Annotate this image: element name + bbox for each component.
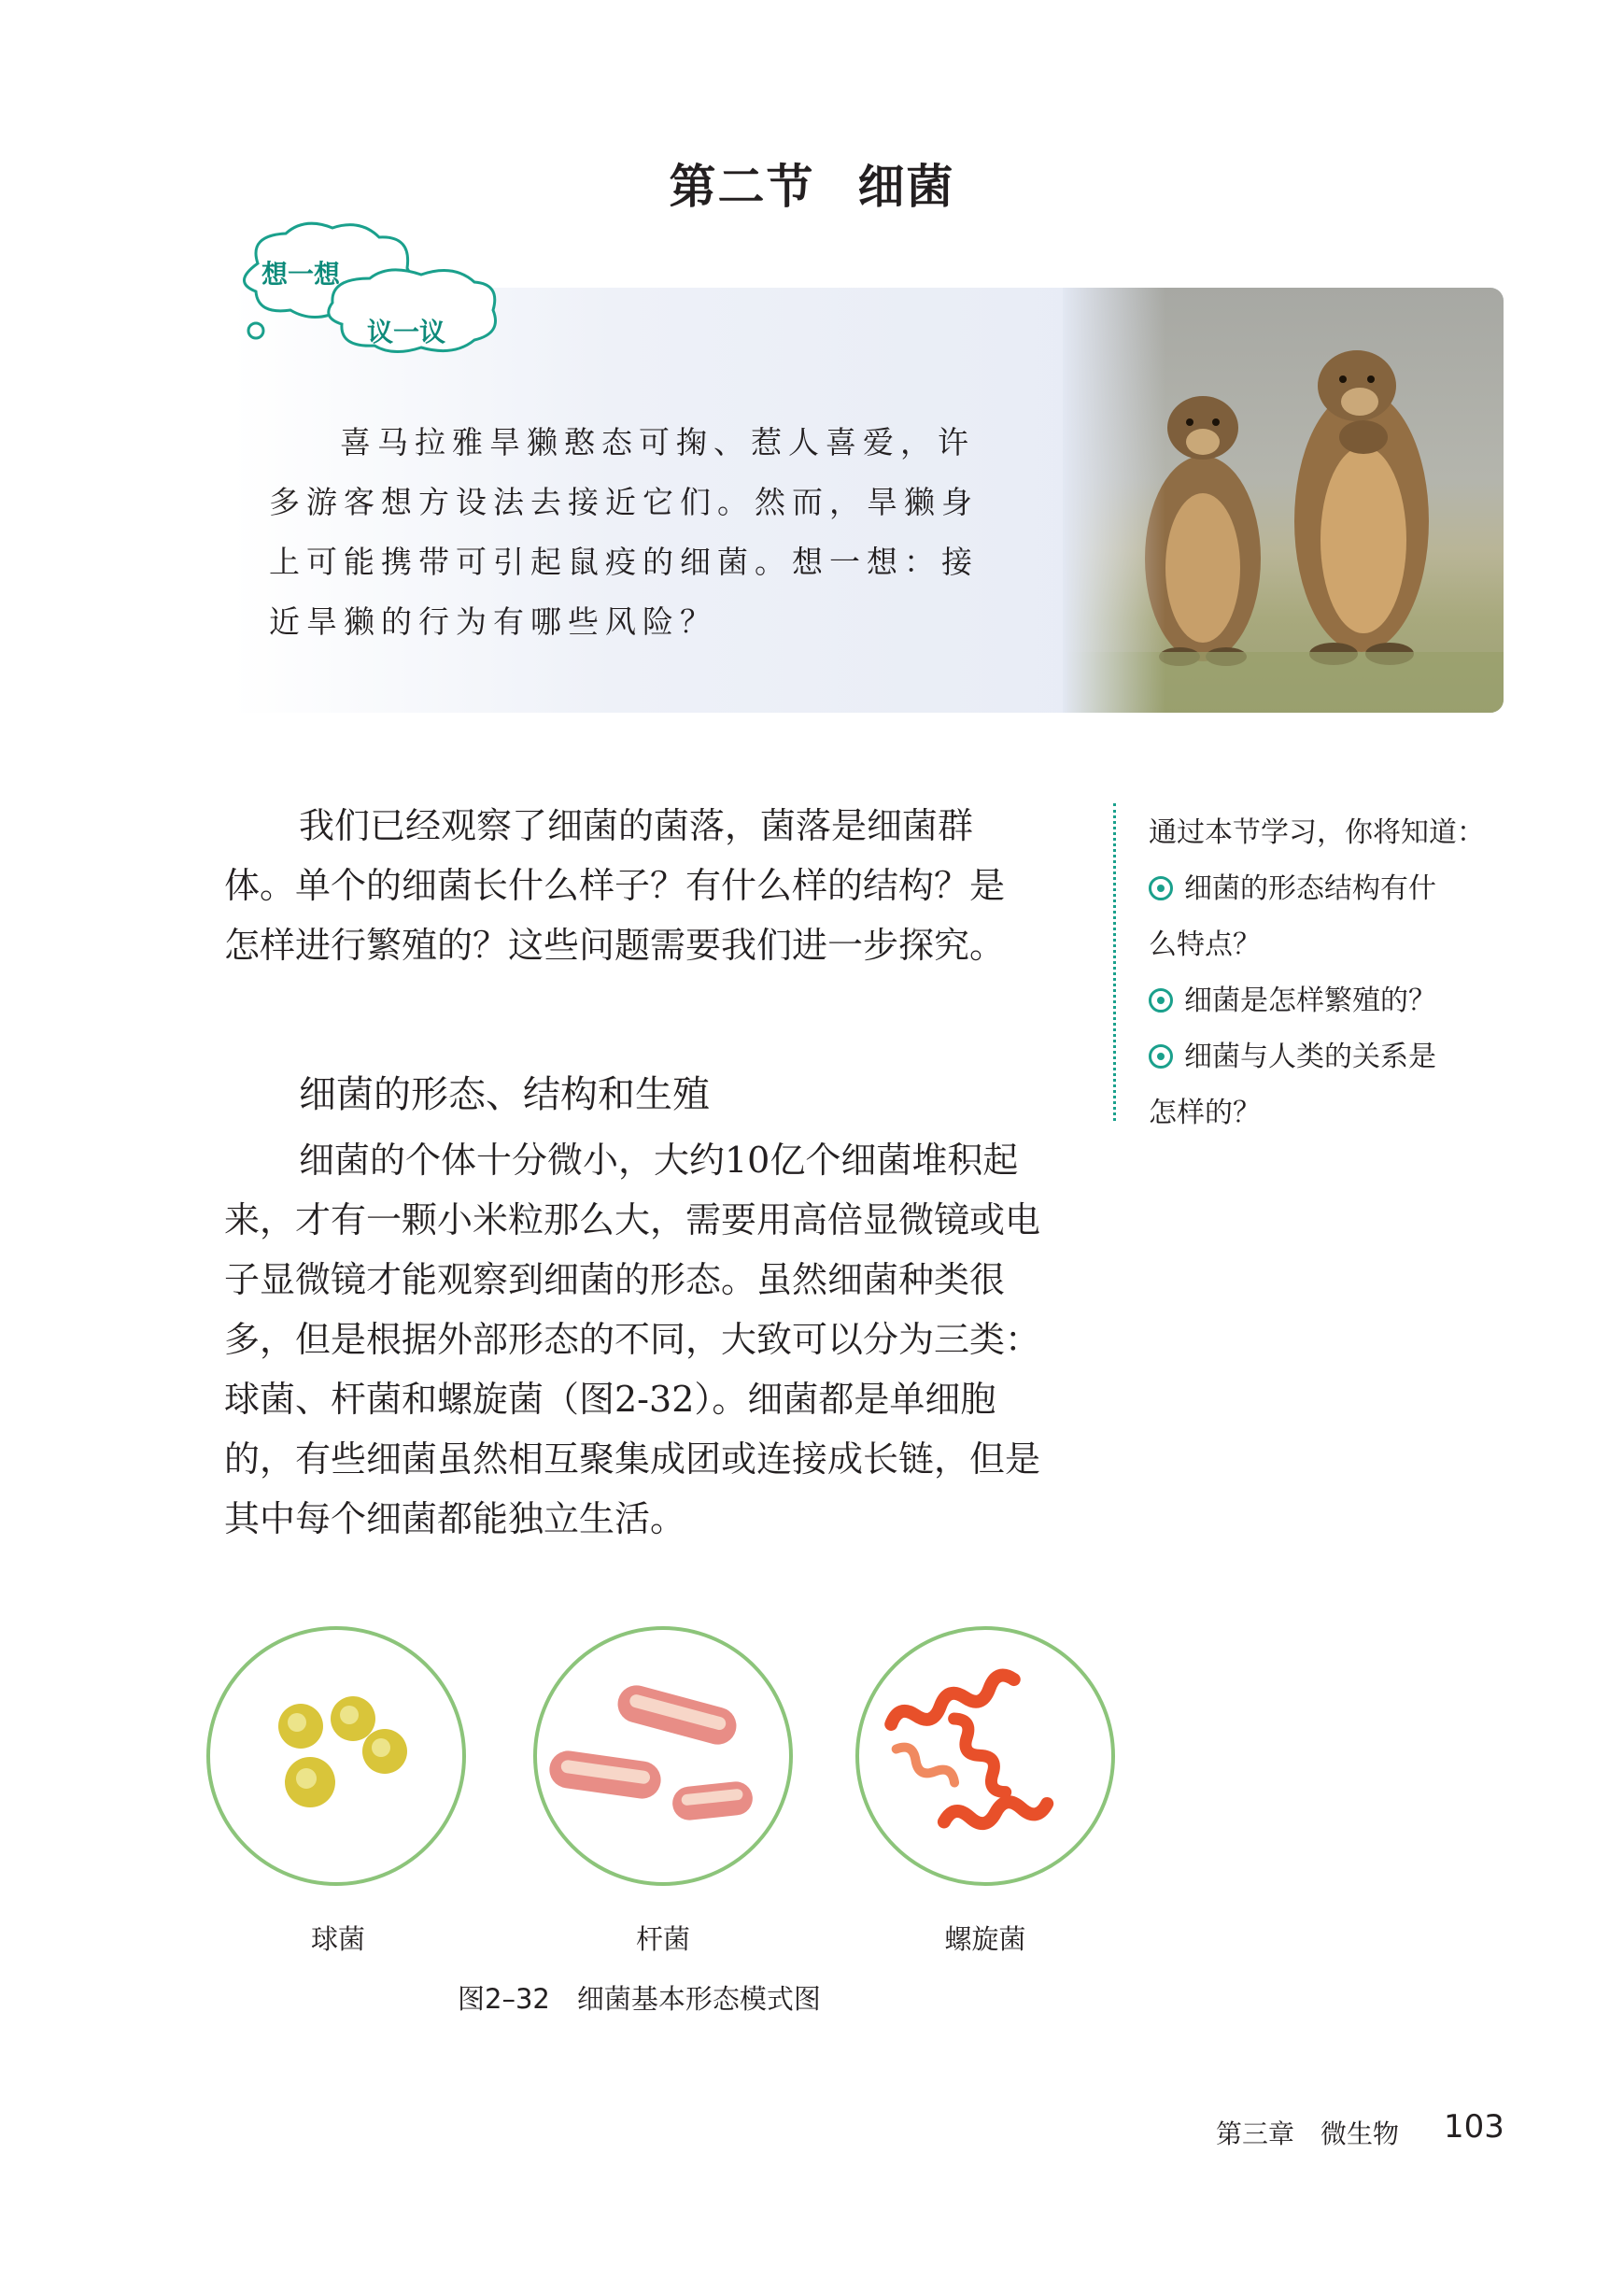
think-discuss-clouds: [220, 217, 510, 380]
coccus-illustration: [208, 1628, 464, 1884]
label-bacillus: 杆菌: [635, 1923, 690, 1955]
think-line: 上可能携带可引起鼠疫的细菌。想一想：接: [269, 544, 979, 580]
para-line: 子显微镜才能观察到细菌的形态。虽然细菌种类很: [224, 1259, 1006, 1300]
discuss-label: 议一议: [367, 317, 446, 347]
subheading: 细菌的形态、结构和生殖: [299, 1073, 710, 1116]
goal-item: 细菌与人类的关系是: [1149, 1029, 1513, 1085]
photo-fade: [1063, 288, 1165, 713]
think-line: 近旱獭的行为有哪些风险？: [269, 603, 717, 640]
intro-line: 我们已经观察了细菌的菌落，菌落是细菌群: [299, 805, 974, 846]
para-line: 的，有些细菌虽然相互聚集成团或连接成长链，但是: [224, 1438, 1041, 1480]
think-line: 多游客想方设法去接近它们。然而，旱獭身: [269, 484, 979, 520]
para-line: 来，才有一颗小米粒那么大，需要用高倍显微镜或电: [224, 1199, 1041, 1240]
para-line: 多，但是根据外部形态的不同，大致可以分为三类：: [224, 1319, 1041, 1360]
bacteria-figure: [205, 1625, 1121, 1905]
spirillum-illustration: [857, 1628, 1113, 1884]
intro-line: 体。单个的细菌长什么样子？有什么样的结构？是: [224, 865, 1006, 906]
intro-line: 怎样进行繁殖的？这些问题需要我们进一步探究。: [224, 925, 1006, 966]
footer-chapter: 第三章 微生物: [1216, 2118, 1400, 2149]
sidebar-divider: [1113, 803, 1116, 1121]
para-line: 细菌的个体十分微小，大约10亿个细菌堆积起: [299, 1140, 1019, 1181]
think-line: 喜马拉雅旱獭憨态可掬、惹人喜爱，许: [340, 424, 975, 460]
para-line: 球菌、杆菌和螺旋菌（图2-32）。细菌都是单细胞: [224, 1379, 996, 1420]
goal-item-cont: 么特点？: [1149, 928, 1261, 961]
marmot-photo: [1063, 288, 1504, 713]
page-number: 103: [1444, 2108, 1504, 2146]
think-text: [269, 413, 1016, 652]
learning-goals: [1149, 805, 1513, 1141]
intro-paragraph: [224, 796, 1093, 975]
label-coccus: 球菌: [310, 1923, 365, 1955]
bullet-icon: [1149, 988, 1173, 1013]
section-title: [0, 149, 1624, 217]
section-name: 细菌: [857, 160, 955, 214]
main-paragraph: [224, 1130, 1093, 1549]
think-label: 想一想: [261, 259, 341, 290]
label-spirillum: 螺旋菌: [944, 1923, 1026, 1955]
figure-caption: 图2–32 细菌基本形态模式图: [458, 1983, 821, 2015]
para-line: 其中每个细菌都能独立生活。: [224, 1498, 686, 1539]
bullet-icon: [1149, 1044, 1173, 1069]
bacillus-illustration: [535, 1628, 791, 1884]
goal-item: 细菌是怎样繁殖的？: [1149, 973, 1513, 1029]
goal-item-cont: 怎样的？: [1149, 1097, 1261, 1129]
goal-item: 细菌的形态结构有什: [1149, 861, 1513, 917]
goals-intro: 通过本节学习，你将知道：: [1149, 816, 1485, 849]
section-number: 第二节: [669, 160, 815, 214]
bullet-icon: [1149, 876, 1173, 900]
